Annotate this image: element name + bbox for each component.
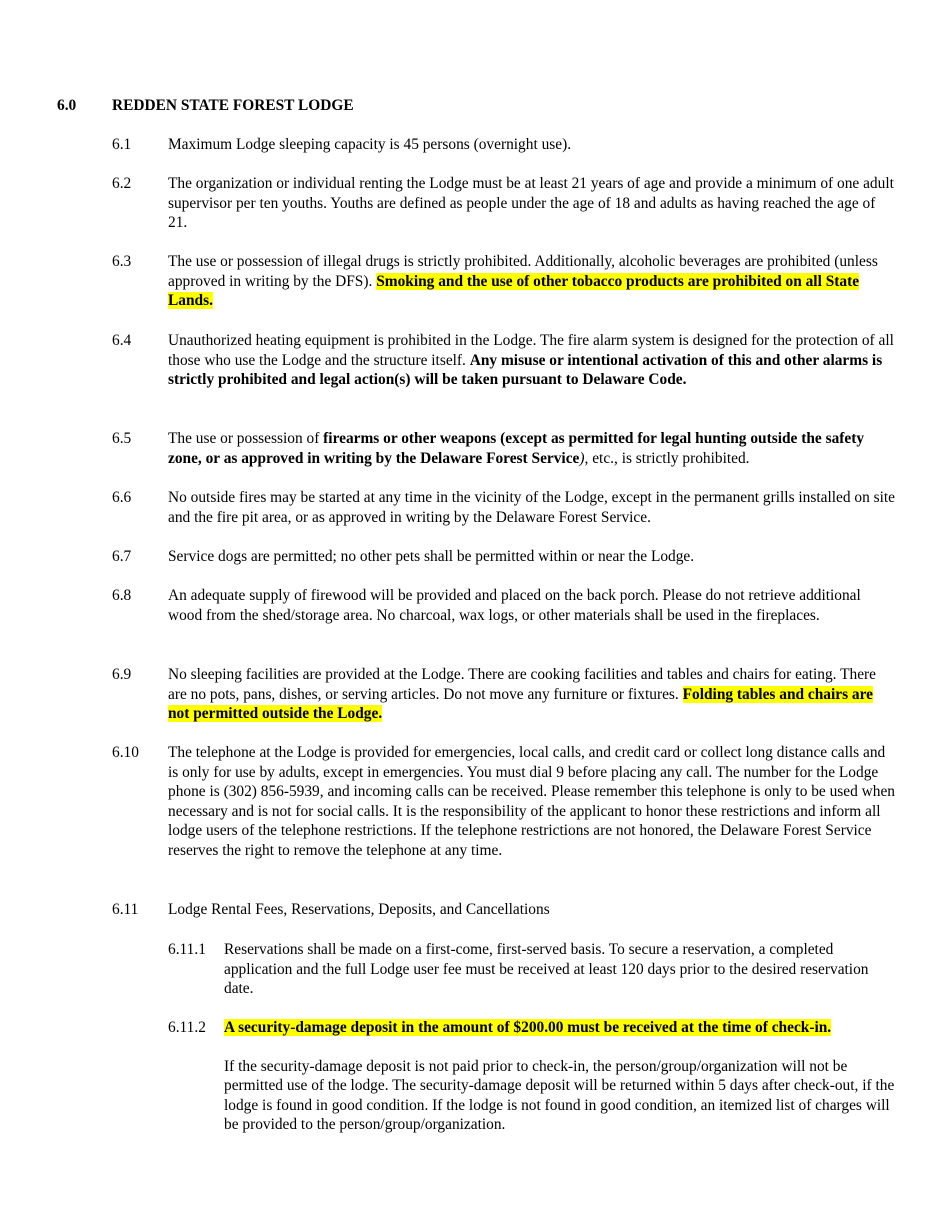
rule-text: The use or possession of illegal drugs is strictly prohibited. Additionally, alcoholic beverages are prohibited (unless approved in writing by the DFS). Smoking and the use of other tobacco products are prohibited on all State Lands. bbox=[168, 253, 878, 310]
section-number: 6.0 bbox=[57, 97, 77, 114]
sub-rule-number: 6.11.1 bbox=[168, 941, 206, 958]
rule-item bbox=[112, 331, 895, 390]
rule-number: 6.8 bbox=[112, 587, 132, 604]
rule-text: The telephone at the Lodge is provided for emergencies, local calls, and credit card or collect long distance calls and is only for use by adults, except in emergencies. You must dial 9 before placing any call. The number for the Lodge phone is (302) 856-5939, and incoming calls can be received. Please remember this telephone is only to be used when necessary and is not for social calls. It is the responsibility of the applicant to honor these restrictions and inform all lodge users of the telephone restrictions. If the telephone restrictions are not honored, the Delaware Forest Service reserves the right to remove the telephone at any time. bbox=[168, 744, 896, 859]
rule-text: The organization or individual renting the Lodge must be at least 21 years of age and provide a minimum of one adult supervisor per ten youths. Youths are defined as people under the age of 18 and adults as having reached the age of 21. bbox=[168, 175, 894, 232]
rule-text: No sleeping facilities are provided at the Lodge. There are cooking facilities and tables and chairs for eating. There are no pots, pans, dishes, or serving articles. Do not move any furniture or fixtures. Folding tables and chairs are not permitted outside the Lodge. bbox=[168, 666, 876, 723]
rule-item bbox=[112, 547, 895, 567]
rule-item bbox=[112, 665, 895, 724]
bold-text: firearms or other weapons (except as permitted for legal hunting outside the safety zone, or as approved in writing by the Delaware Forest Service bbox=[168, 430, 865, 467]
bold-text: Any misuse or intentional activation of this and other alarms is strictly prohibited and legal action(s) will be taken pursuant to Delaware Code. bbox=[168, 351, 883, 389]
rule-text: No outside fires may be started at any time in the vicinity of the Lodge, except in the permanent grills installed on site and the fire pit area, or as approved in writing by the Delaware Forest Service. bbox=[168, 489, 896, 526]
highlighted-text: Folding tables and chairs are not permitted outside the Lodge. bbox=[168, 685, 874, 723]
highlighted-text: Smoking and the use of other tobacco products are prohibited on all State Lands. bbox=[168, 272, 860, 310]
rule-text: Lodge Rental Fees, Reservations, Deposits, and Cancellations bbox=[168, 901, 550, 918]
rule-text: Service dogs are permitted; no other pets shall be permitted within or near the Lodge. bbox=[168, 548, 695, 565]
highlighted-text: A security-damage deposit in the amount of $200.00 must be received at the time of check-in. bbox=[224, 1019, 832, 1036]
rule-number: 6.11 bbox=[112, 901, 139, 918]
rule-item bbox=[112, 135, 895, 155]
rule-number: 6.7 bbox=[112, 548, 132, 565]
sub-rule-item bbox=[168, 940, 895, 999]
rule-text: Unauthorized heating equipment is prohibited in the Lodge. The fire alarm system is designed for the protection of all those who use the Lodge and the structure itself. Any misuse or intentional activation of this and other alarms is strictly prohibited and legal action(s) will be taken pursuant to Delaware Code. bbox=[168, 332, 894, 389]
rule-item bbox=[112, 586, 895, 625]
sub-rule-text: Reservations shall be made on a first-come, first-served basis. To secure a reservation, a completed application and the full Lodge user fee must be received at least 120 days prior to the desired reservation date. bbox=[224, 941, 869, 998]
rule-number: 6.2 bbox=[112, 175, 132, 192]
rule-item bbox=[112, 900, 895, 920]
rule-text: Maximum Lodge sleeping capacity is 45 persons (overnight use). bbox=[168, 136, 572, 153]
rule-item bbox=[112, 174, 895, 233]
rule-number: 6.6 bbox=[112, 489, 132, 506]
rule-number: 6.9 bbox=[112, 666, 132, 683]
rule-item bbox=[112, 488, 895, 527]
rule-number: 6.3 bbox=[112, 253, 132, 270]
section-title: REDDEN STATE FOREST LODGE bbox=[112, 97, 354, 114]
sub-rule-item bbox=[168, 1018, 895, 1135]
sub-rule-number: 6.11.2 bbox=[168, 1019, 206, 1036]
sub-rule-paragraph: If the security-damage deposit is not paid prior to check-in, the person/group/organization will not be permitted use of the lodge. The security-damage deposit will be returned within 5 days after check-out, if the lodge is found in good condition. If the lodge is not found in good condition, an itemized list of charges will be provided to the person/group/organization. bbox=[224, 1057, 895, 1134]
rule-text: The use or possession of firearms or other weapons (except as permitted for legal hunting outside the safety zone, or as approved in writing by the Delaware Forest Service), etc., is strictly prohibited. bbox=[168, 430, 865, 467]
rule-item bbox=[112, 429, 895, 468]
rule-number: 6.10 bbox=[112, 744, 139, 761]
rule-number: 6.4 bbox=[112, 332, 132, 349]
rule-item bbox=[112, 252, 895, 311]
rule-item bbox=[112, 743, 895, 861]
rule-number: 6.5 bbox=[112, 430, 132, 447]
rule-number: 6.1 bbox=[112, 136, 132, 153]
rule-text: An adequate supply of firewood will be provided and placed on the back porch. Please do not retrieve additional wood from the shed/storage area. No charcoal, wax logs, or other materials shall be used in the fireplaces. bbox=[168, 587, 861, 624]
sub-rule-text bbox=[224, 1018, 895, 1135]
